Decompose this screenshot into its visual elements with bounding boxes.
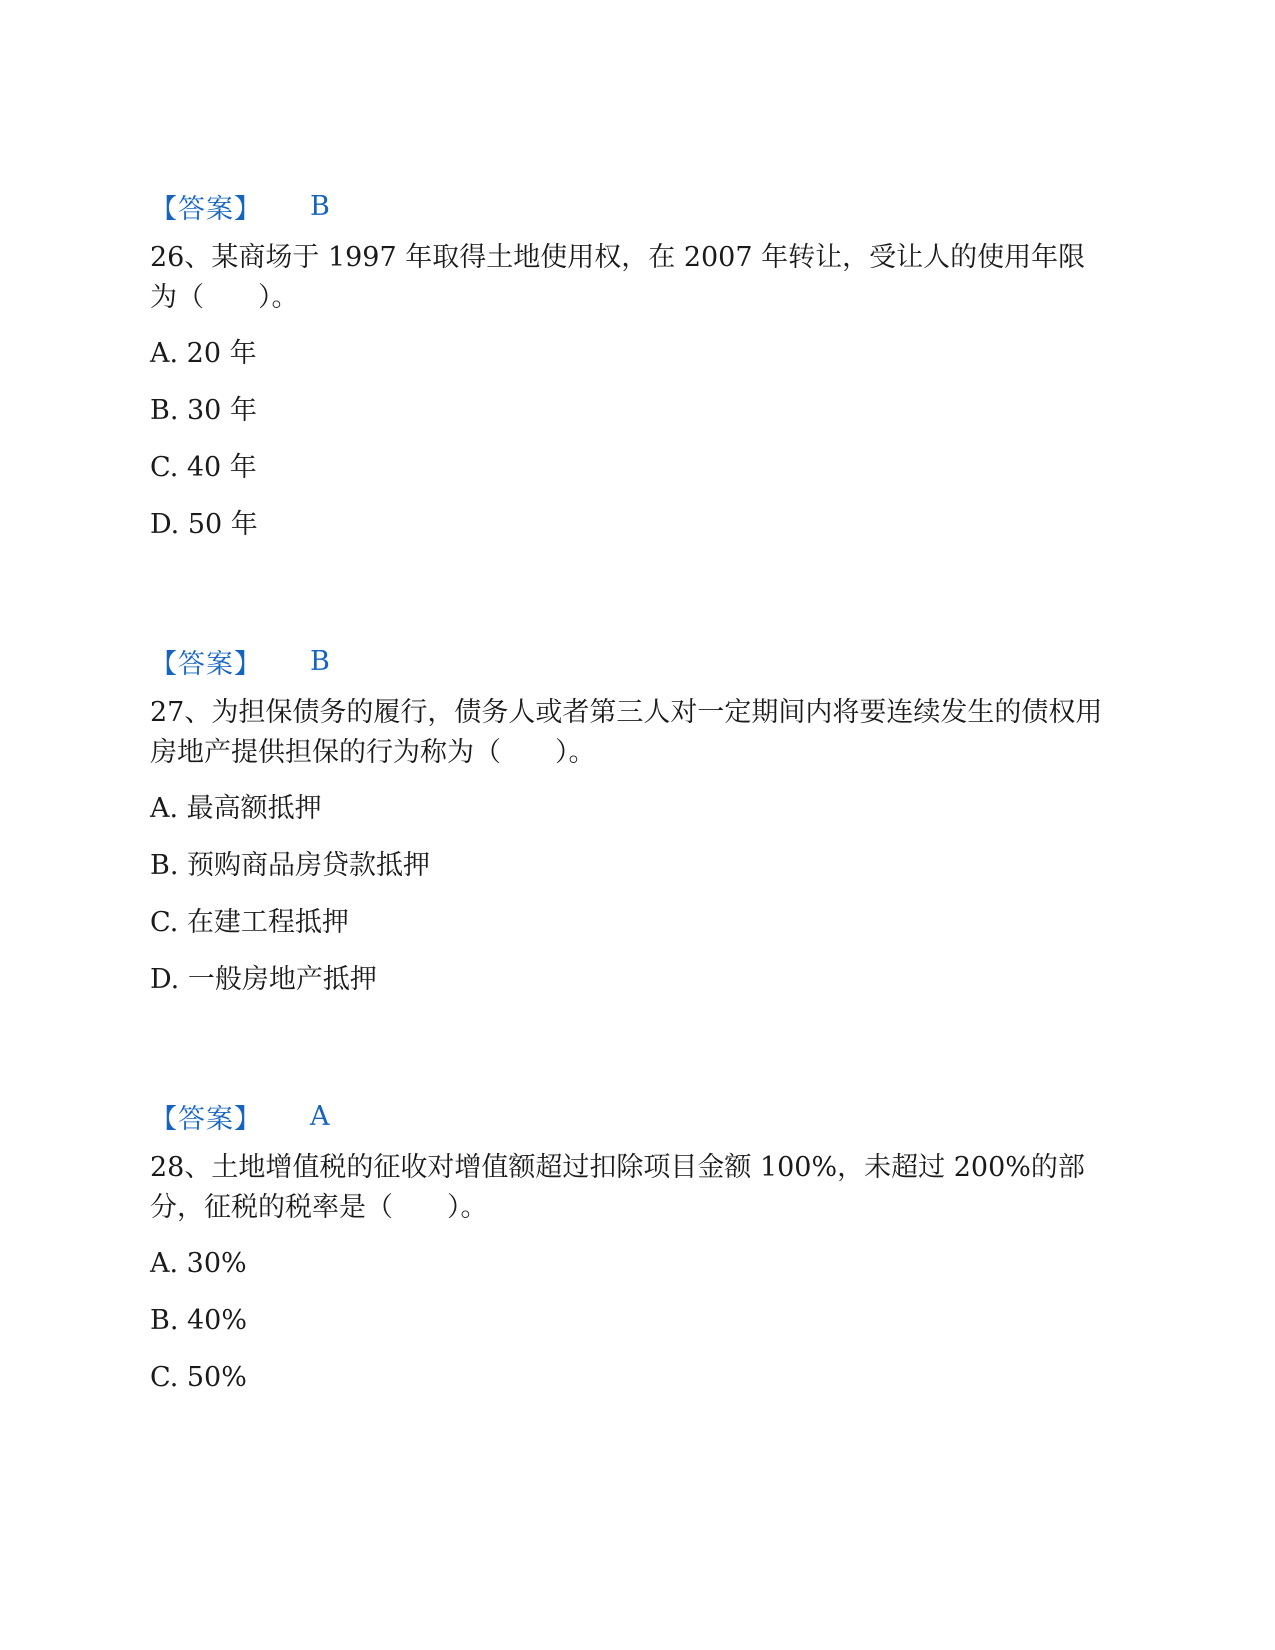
answer-value: A [310,1100,330,1132]
question-text: 27、为担保债务的履行，债务人或者第三人对一定期间内将要连续发生的债权用房地产提供担保的行为称为（ ）。 [150,697,1103,768]
question-text: 28、土地增值税的征收对增值额超过扣除项目金额 100%，未超过 200%的部分，征税的税率是（ ）。 [150,1152,1085,1223]
option-b: B. 预购商品房贷款抵押 [150,850,431,881]
answer-tag: 【答案】 [150,1103,262,1135]
option-c: C. 40 年 [150,452,257,483]
option-a: A. 30% [150,1248,247,1279]
question-text: 26、某商场于 1997 年取得土地使用权，在 2007 年转让，受让人的使用年限为（ ）。 [150,242,1086,313]
answer-tag: 【答案】 [150,648,262,680]
answer-line [150,1096,1110,1136]
question-block-28 [150,1096,1110,1398]
answer-value: B [310,645,330,677]
answer-line [150,641,1110,681]
option-d: D. 50 年 [150,509,258,540]
answer-tag: 【答案】 [150,193,262,225]
answer-value: B [310,190,330,222]
option-b: B. 40% [150,1305,248,1336]
question-block-26 [150,186,1110,545]
option-d: D. 一般房地产抵押 [150,964,377,995]
option-a: A. 最高额抵押 [150,793,322,824]
option-c: C. 50% [150,1362,247,1393]
option-a: A. 20 年 [150,338,257,369]
question-block-27 [150,641,1110,1000]
option-c: C. 在建工程抵押 [150,907,349,938]
option-b: B. 30 年 [150,395,257,426]
answer-line [150,186,1110,226]
